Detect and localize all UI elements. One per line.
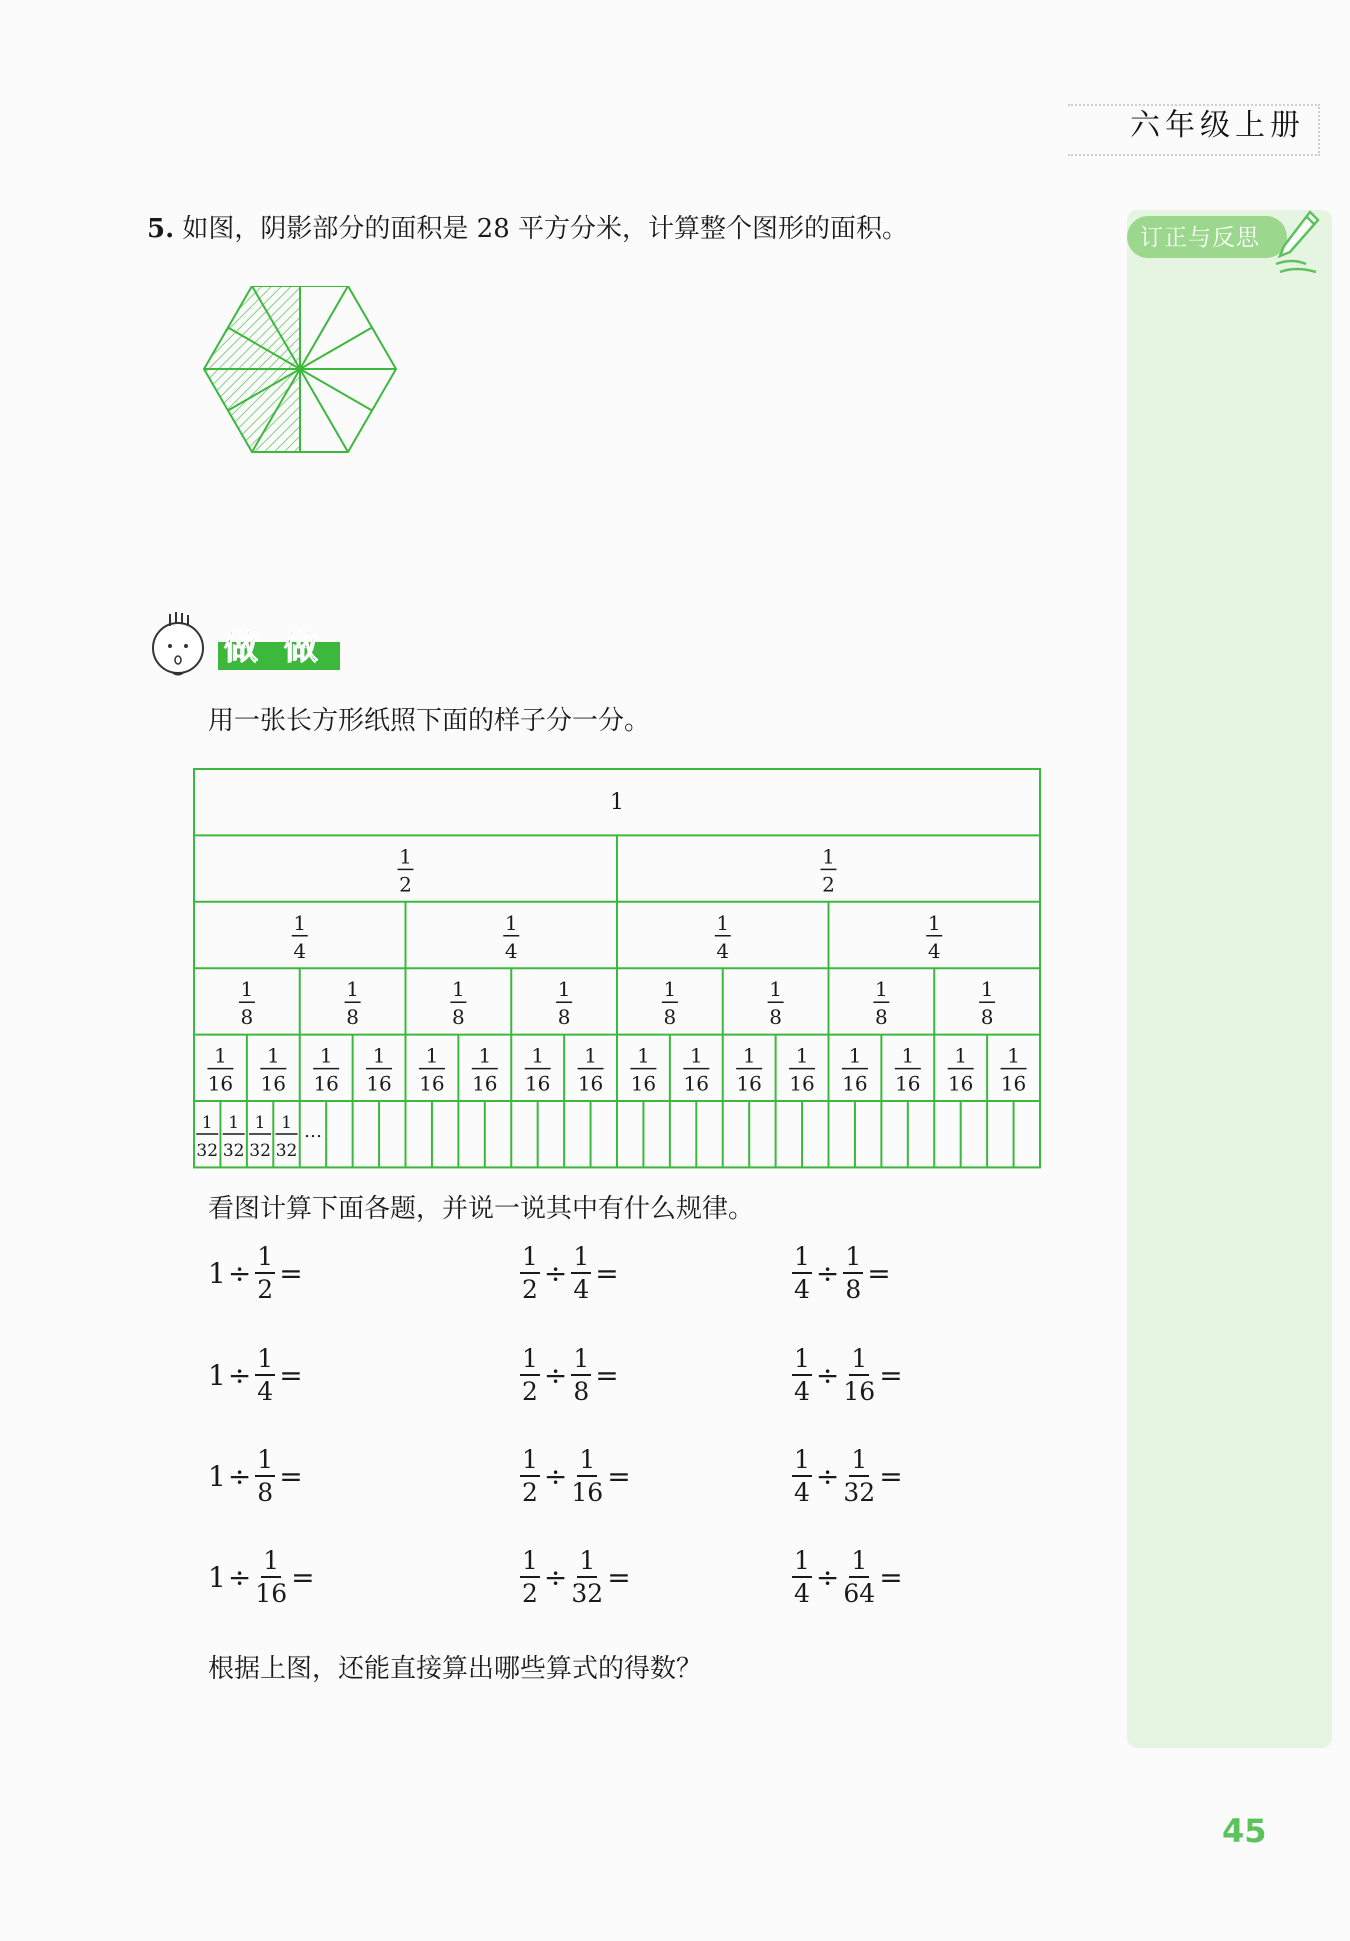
equation [790,1447,905,1505]
fraction-label: 1 [954,1043,968,1068]
divisor-fraction: $\frac{1}{64}$ [843,1546,876,1608]
fraction-label: 1 [478,1043,492,1068]
dividend: 1 [208,1256,226,1290]
fraction-label: 16 [683,1071,710,1096]
equals-sign: = [291,1560,315,1594]
fraction-label: 1 [795,1043,809,1068]
dividend-fraction: $\frac{1}{4}$ [794,1445,810,1507]
fraction-label: 32 [222,1141,245,1161]
fraction-label: 1 [980,977,994,1002]
fraction-label: 8 [769,1005,782,1030]
fraction-label: 1 [875,977,888,1002]
fraction-label: 16 [789,1071,815,1096]
pencil-icon [1272,208,1322,280]
fraction-label: 1 [1007,1043,1020,1068]
divide-sign: ÷ [543,1459,568,1493]
fraction-label: 16 [419,1071,445,1096]
dividend-fraction: $\frac{1}{2}$ [522,1242,538,1304]
divide-sign: ÷ [543,1256,568,1290]
fraction-label: 1 [266,1043,280,1068]
fraction-label: 1 [240,977,254,1002]
fraction-label: 1 [293,910,307,935]
divide-sign: ÷ [815,1256,840,1290]
fraction-label: 1 [399,844,412,869]
hexagon-figure [202,286,402,456]
face-icon [148,612,218,682]
page-number: 45 [1222,1812,1267,1850]
prompt-text: 看图计算下面各题，并说一说其中有什么规律。 [208,1194,755,1224]
fraction-label: 2 [399,872,412,897]
divisor-fraction: $\frac{1}{16}$ [571,1445,604,1507]
fraction-label: 1 [927,910,941,935]
fraction-label: 8 [980,1005,994,1030]
fraction-label: 16 [366,1071,392,1096]
fraction-label: 8 [663,1005,677,1030]
divide-sign: ÷ [227,1358,252,1392]
equals-sign: = [595,1358,619,1392]
equals-sign: = [879,1459,903,1493]
fraction-label: 1 [319,1043,333,1068]
divisor-fraction: $\frac{1}{4}$ [573,1242,590,1304]
equation [208,1447,305,1505]
fraction-label: 8 [557,1005,571,1030]
divisor-fraction: $\frac{1}{8}$ [573,1344,590,1406]
fraction-label: 1 [201,1113,213,1133]
fraction-label: 1 [214,1043,227,1068]
fraction-label: 16 [1000,1071,1027,1096]
equation [790,1548,905,1606]
equals-sign: = [279,1358,303,1392]
equals-sign: = [879,1560,903,1594]
fraction-label: 1 [637,1043,650,1068]
fraction-label: 8 [240,1005,254,1030]
question-5 [147,208,908,245]
divisor-fraction: $\frac{1}{2}$ [257,1242,274,1304]
question-text: 如图，阴影部分的面积是 28 平方分米，计算整个图形的面积。 [182,214,909,244]
fraction-label: 32 [196,1141,219,1161]
divide-sign: ÷ [815,1358,840,1392]
fraction-label: 4 [504,938,518,963]
dividend-fraction: $\frac{1}{2}$ [522,1445,538,1507]
divide-sign: ÷ [227,1256,252,1290]
equals-sign: = [279,1459,303,1493]
fraction-label: 1 [848,1043,862,1068]
fraction-label: 16 [736,1071,762,1096]
fraction-label: 16 [895,1071,921,1096]
equals-sign: = [595,1256,619,1290]
equation [518,1548,633,1606]
equals-sign: = [607,1459,631,1493]
grade-title: 六年级上册 [1130,108,1305,143]
fraction-label: 1 [504,910,518,935]
fraction-label: 2 [822,872,835,897]
fraction-label: 4 [716,938,730,963]
divisor-fraction: $\frac{1}{32}$ [843,1445,876,1507]
equation [518,1346,621,1404]
fraction-label: 4 [293,938,307,963]
fraction-label: 1 [716,910,730,935]
equals-sign: = [867,1256,891,1290]
equals-sign: = [279,1256,303,1290]
fraction-strip-diagram [193,768,1041,1170]
final-question: 根据上图，还能直接算出哪些算式的得数？ [208,1654,703,1684]
fraction-label: 8 [346,1005,359,1030]
reflection-column [1127,210,1332,1748]
instruction-text: 用一张长方形纸照下面的样子分一分。 [208,706,651,736]
equation [208,1346,305,1404]
equals-sign: = [607,1560,631,1594]
fraction-label: 8 [875,1005,888,1030]
fraction-label: 16 [524,1071,551,1096]
fraction-label: 1 [425,1043,439,1068]
question-number: 5. [147,214,175,244]
fraction-label: 1 [822,844,835,869]
fraction-label: 8 [452,1005,465,1030]
equation [208,1548,317,1606]
fraction-label: 4 [927,938,941,963]
divide-sign: ÷ [227,1560,252,1594]
fraction-label: 16 [947,1071,974,1096]
fraction-label: 1 [689,1043,703,1068]
divisor-fraction: $\frac{1}{16}$ [255,1546,288,1608]
fraction-label: 1 [901,1043,915,1068]
dividend-fraction: $\frac{1}{4}$ [794,1242,810,1304]
divide-sign: ÷ [227,1459,252,1493]
dividend-fraction: $\frac{1}{2}$ [522,1344,538,1406]
equals-sign: = [879,1358,903,1392]
divisor-fraction: $\frac{1}{8}$ [845,1242,862,1304]
dividend-fraction: $\frac{1}{4}$ [794,1546,810,1608]
fraction-label: 32 [275,1141,298,1161]
fraction-label: 32 [249,1141,271,1161]
equation [790,1244,893,1302]
fraction-label: 16 [842,1071,868,1096]
fraction-label: 16 [313,1071,339,1096]
fraction-label: 1 [769,977,782,1002]
whole-label: 1 [610,790,624,816]
dividend: 1 [208,1358,226,1392]
equation [518,1447,633,1505]
fraction-label: 1 [281,1113,292,1133]
dividend-fraction: $\frac{1}{2}$ [522,1546,538,1608]
divisor-fraction: $\frac{1}{8}$ [257,1445,274,1507]
dividend: 1 [208,1459,226,1493]
fraction-label: 1 [228,1113,240,1133]
dividend: 1 [208,1560,226,1594]
fraction-label: 1 [557,977,571,1002]
fraction-label: 16 [577,1071,604,1096]
divisor-fraction: $\frac{1}{32}$ [571,1546,604,1608]
fraction-label: 1 [346,977,359,1002]
equation [208,1244,305,1302]
fraction-label: 1 [372,1043,386,1068]
divide-sign: ÷ [815,1560,840,1594]
divide-sign: ÷ [815,1459,840,1493]
fraction-label: 1 [531,1043,545,1068]
divisor-fraction: $\frac{1}{16}$ [843,1344,876,1406]
fraction-label: 16 [472,1071,498,1096]
fraction-label: 1 [584,1043,597,1068]
dividend-fraction: $\frac{1}{4}$ [794,1344,810,1406]
divisor-fraction: $\frac{1}{4}$ [257,1344,274,1406]
fraction-label: 16 [207,1071,234,1096]
fraction-label: 1 [254,1113,266,1133]
equation [518,1244,621,1302]
fraction-label: 1 [742,1043,756,1068]
ellipsis: … [303,1121,322,1142]
fraction-label: 16 [630,1071,657,1096]
divide-sign: ÷ [543,1358,568,1392]
fraction-label: 1 [663,977,677,1002]
equation [790,1346,905,1404]
fraction-label: 1 [452,977,465,1002]
activity-title: 做做 [224,628,344,668]
divide-sign: ÷ [543,1560,568,1594]
reflection-label: 订正与反思 [1140,225,1260,251]
fraction-label: 16 [260,1071,287,1096]
